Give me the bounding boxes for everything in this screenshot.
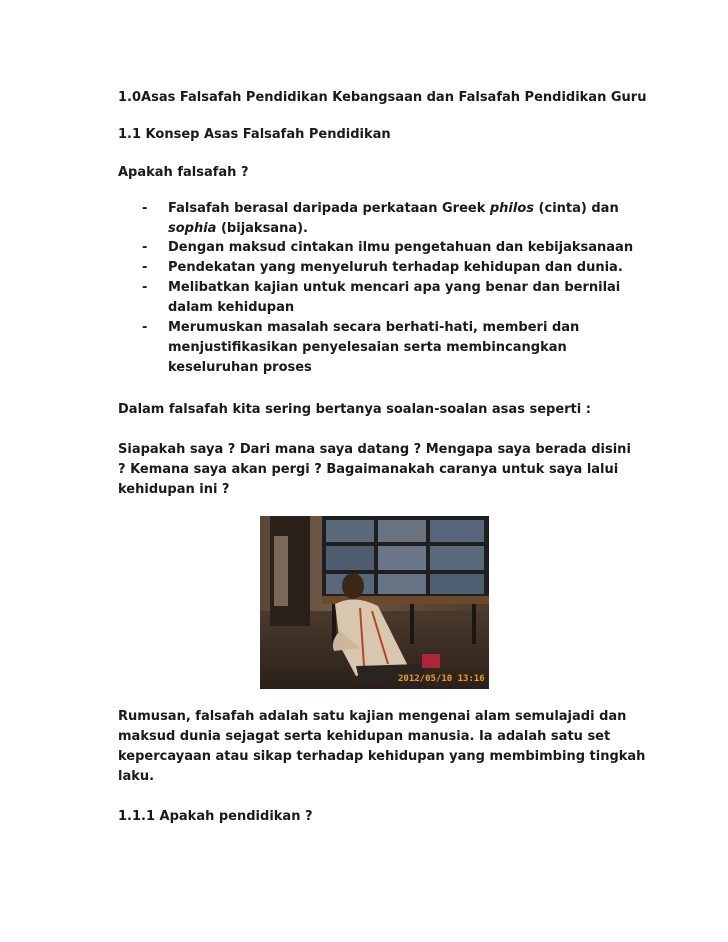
list-item-continuation: keseluruhan proses	[168, 360, 312, 375]
photo-man-seated	[260, 516, 489, 689]
photo-illustration	[260, 516, 489, 689]
question-heading: Apakah falsafah ?	[118, 165, 249, 180]
paragraph-line: kehidupan ini ?	[118, 482, 230, 497]
paragraph-line: Siapakah saya ? Dari mana saya datang ? Mengapa saya berada disini	[118, 442, 631, 457]
term-philos: philos	[489, 201, 535, 216]
list-item-text: Falsafah berasal daripada perkataan Greek	[168, 201, 490, 216]
paragraph-line: Rumusan, falsafah adalah satu kajian mengenai alam semulajadi dan	[118, 709, 627, 724]
bullet-dash: -	[142, 320, 148, 335]
list-item: Dengan maksud cintakan ilmu pengetahuan dan kebijaksanaan	[168, 240, 634, 255]
list-item: Pendekatan yang menyeluruh terhadap kehidupan dan dunia.	[168, 260, 623, 275]
paragraph-line: maksud dunia sejagat serta kehidupan manusia. Ia adalah satu set	[118, 729, 611, 744]
subsection-heading: 1.1.1 Apakah pendidikan ?	[118, 809, 313, 824]
paragraph-dalam: Dalam falsafah kita sering bertanya soalan-soalan asas seperti :	[118, 402, 591, 417]
list-item-text: (bijaksana).	[216, 221, 308, 236]
paragraph-line: kepercayaan atau sikap terhadap kehidupan yang membimbing tingkah	[118, 749, 646, 764]
bullet-dash: -	[142, 280, 148, 295]
list-item	[168, 199, 619, 219]
paragraph-line: ? Kemana saya akan pergi ? Bagaimanakah caranya untuk saya lalui	[118, 462, 619, 477]
list-item: Melibatkan kajian untuk mencari apa yang benar dan bernilai	[168, 280, 621, 295]
list-item-continuation: dalam kehidupan	[168, 300, 295, 315]
main-heading: 1.0Asas Falsafah Pendidikan Kebangsaan dan Falsafah Pendidikan Guru	[118, 90, 647, 105]
paragraph-line: laku.	[118, 769, 155, 784]
photo-timestamp: 2012/05/10 13:16	[398, 674, 485, 684]
bullet-dash: -	[142, 201, 148, 216]
list-item-continuation: menjustifikasikan penyelesaian serta membincangkan	[168, 340, 567, 355]
section-heading: 1.1 Konsep Asas Falsafah Pendidikan	[118, 127, 391, 142]
bullet-dash: -	[142, 240, 148, 255]
list-item-continuation	[168, 219, 308, 239]
bullet-dash: -	[142, 260, 148, 275]
term-sophia: sophia	[168, 221, 217, 236]
list-item-text: (cinta) dan	[534, 201, 619, 216]
list-item: Merumuskan masalah secara berhati-hati, memberi dan	[168, 320, 580, 335]
